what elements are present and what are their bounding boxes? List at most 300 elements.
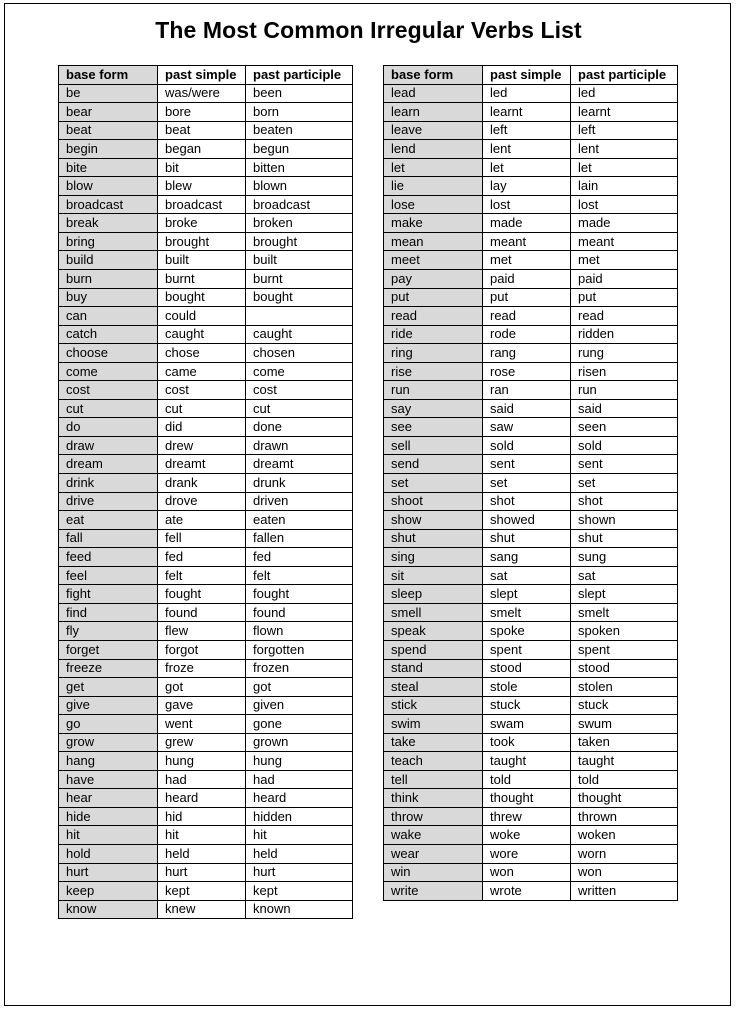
table-row bbox=[59, 492, 353, 511]
past-participle-cell: fought bbox=[246, 585, 353, 604]
table-row bbox=[59, 381, 353, 400]
past-simple-cell: gave bbox=[158, 696, 246, 715]
table-row bbox=[59, 418, 353, 437]
past-simple-cell: burnt bbox=[158, 270, 246, 289]
base-form-cell: hit bbox=[59, 826, 158, 845]
table-row bbox=[384, 752, 678, 771]
base-form-cell: lend bbox=[384, 140, 483, 159]
table-row bbox=[384, 121, 678, 140]
base-form-cell: smell bbox=[384, 603, 483, 622]
base-form-cell: learn bbox=[384, 103, 483, 122]
past-participle-cell: broken bbox=[246, 214, 353, 233]
table-row bbox=[384, 399, 678, 418]
table-row bbox=[59, 678, 353, 697]
table-row bbox=[59, 195, 353, 214]
table-row bbox=[384, 381, 678, 400]
past-simple-cell: rose bbox=[483, 362, 571, 381]
past-simple-cell: cost bbox=[158, 381, 246, 400]
table-row bbox=[59, 232, 353, 251]
table-header-row bbox=[384, 66, 678, 85]
past-simple-cell: began bbox=[158, 140, 246, 159]
base-form-cell: fall bbox=[59, 529, 158, 548]
past-participle-cell: grown bbox=[246, 733, 353, 752]
past-participle-cell: cut bbox=[246, 399, 353, 418]
base-form-cell: catch bbox=[59, 325, 158, 344]
past-participle-cell: stuck bbox=[571, 696, 678, 715]
table-row bbox=[384, 603, 678, 622]
past-participle-cell: set bbox=[571, 474, 678, 493]
base-form-cell: bring bbox=[59, 232, 158, 251]
past-participle-cell: hit bbox=[246, 826, 353, 845]
table-row bbox=[59, 733, 353, 752]
past-simple-cell: lay bbox=[483, 177, 571, 196]
past-participle-cell: broadcast bbox=[246, 195, 353, 214]
past-participle-cell: dreamt bbox=[246, 455, 353, 474]
past-participle-cell: bought bbox=[246, 288, 353, 307]
table-row bbox=[59, 344, 353, 363]
past-simple-cell: got bbox=[158, 678, 246, 697]
table-row bbox=[384, 270, 678, 289]
past-simple-cell: swam bbox=[483, 715, 571, 734]
past-participle-cell: thought bbox=[571, 789, 678, 808]
past-participle-cell: risen bbox=[571, 362, 678, 381]
base-form-cell: run bbox=[384, 381, 483, 400]
past-simple-cell: held bbox=[158, 844, 246, 863]
table-row bbox=[384, 418, 678, 437]
table-row bbox=[384, 511, 678, 530]
base-form-cell: choose bbox=[59, 344, 158, 363]
base-form-cell: leave bbox=[384, 121, 483, 140]
past-simple-cell: forgot bbox=[158, 640, 246, 659]
table-row bbox=[384, 844, 678, 863]
header-base-form: base form bbox=[384, 66, 483, 85]
past-simple-cell: beat bbox=[158, 121, 246, 140]
past-simple-cell: drew bbox=[158, 436, 246, 455]
past-simple-cell: let bbox=[483, 158, 571, 177]
past-participle-cell: brought bbox=[246, 232, 353, 251]
past-simple-cell: learnt bbox=[483, 103, 571, 122]
past-participle-cell: fed bbox=[246, 548, 353, 567]
base-form-cell: shut bbox=[384, 529, 483, 548]
past-simple-cell: broadcast bbox=[158, 195, 246, 214]
past-participle-cell: smelt bbox=[571, 603, 678, 622]
past-participle-cell: sung bbox=[571, 548, 678, 567]
past-participle-cell: had bbox=[246, 770, 353, 789]
past-simple-cell: thought bbox=[483, 789, 571, 808]
table-row bbox=[59, 770, 353, 789]
past-simple-cell: shot bbox=[483, 492, 571, 511]
table-row bbox=[384, 195, 678, 214]
base-form-cell: meet bbox=[384, 251, 483, 270]
past-simple-cell: sent bbox=[483, 455, 571, 474]
past-simple-cell: heard bbox=[158, 789, 246, 808]
base-form-cell: swim bbox=[384, 715, 483, 734]
base-form-cell: stand bbox=[384, 659, 483, 678]
table-row bbox=[59, 752, 353, 771]
past-simple-cell: bit bbox=[158, 158, 246, 177]
base-form-cell: feel bbox=[59, 566, 158, 585]
table-row bbox=[59, 640, 353, 659]
past-simple-cell: went bbox=[158, 715, 246, 734]
base-form-cell: set bbox=[384, 474, 483, 493]
past-participle-cell: felt bbox=[246, 566, 353, 585]
header-past-participle: past participle bbox=[571, 66, 678, 85]
past-simple-cell: chose bbox=[158, 344, 246, 363]
past-simple-cell: drank bbox=[158, 474, 246, 493]
table-row bbox=[59, 158, 353, 177]
past-participle-cell: got bbox=[246, 678, 353, 697]
past-participle-cell: burnt bbox=[246, 270, 353, 289]
past-participle-cell: found bbox=[246, 603, 353, 622]
base-form-cell: put bbox=[384, 288, 483, 307]
table-row bbox=[59, 121, 353, 140]
past-participle-cell: hidden bbox=[246, 807, 353, 826]
past-participle-cell: shot bbox=[571, 492, 678, 511]
past-participle-cell: meant bbox=[571, 232, 678, 251]
base-form-cell: break bbox=[59, 214, 158, 233]
past-participle-cell: chosen bbox=[246, 344, 353, 363]
past-simple-cell: hid bbox=[158, 807, 246, 826]
past-participle-cell: paid bbox=[571, 270, 678, 289]
base-form-cell: tell bbox=[384, 770, 483, 789]
table-row bbox=[384, 826, 678, 845]
base-form-cell: begin bbox=[59, 140, 158, 159]
table-row bbox=[59, 84, 353, 103]
table-row bbox=[384, 251, 678, 270]
table-row bbox=[59, 863, 353, 882]
base-form-cell: broadcast bbox=[59, 195, 158, 214]
base-form-cell: build bbox=[59, 251, 158, 270]
past-simple-cell: rang bbox=[483, 344, 571, 363]
base-form-cell: think bbox=[384, 789, 483, 808]
table-row bbox=[384, 882, 678, 901]
table-row bbox=[384, 770, 678, 789]
base-form-cell: show bbox=[384, 511, 483, 530]
past-participle-cell: built bbox=[246, 251, 353, 270]
past-participle-cell: told bbox=[571, 770, 678, 789]
table-row bbox=[384, 566, 678, 585]
base-form-cell: draw bbox=[59, 436, 158, 455]
past-simple-cell: hung bbox=[158, 752, 246, 771]
table-row bbox=[59, 844, 353, 863]
past-simple-cell: spent bbox=[483, 640, 571, 659]
past-simple-cell: came bbox=[158, 362, 246, 381]
past-participle-cell bbox=[246, 307, 353, 326]
past-simple-cell: spoke bbox=[483, 622, 571, 641]
past-simple-cell: won bbox=[483, 863, 571, 882]
past-participle-cell: lain bbox=[571, 177, 678, 196]
table-row bbox=[59, 455, 353, 474]
base-form-cell: read bbox=[384, 307, 483, 326]
past-participle-cell: bitten bbox=[246, 158, 353, 177]
past-participle-cell: sat bbox=[571, 566, 678, 585]
past-simple-cell: showed bbox=[483, 511, 571, 530]
past-participle-cell: come bbox=[246, 362, 353, 381]
past-simple-cell: felt bbox=[158, 566, 246, 585]
table-row bbox=[59, 307, 353, 326]
past-simple-cell: stuck bbox=[483, 696, 571, 715]
past-simple-cell: met bbox=[483, 251, 571, 270]
base-form-cell: bite bbox=[59, 158, 158, 177]
past-participle-cell: done bbox=[246, 418, 353, 437]
past-simple-cell: said bbox=[483, 399, 571, 418]
past-participle-cell: cost bbox=[246, 381, 353, 400]
past-participle-cell: gone bbox=[246, 715, 353, 734]
past-simple-cell: smelt bbox=[483, 603, 571, 622]
table-row bbox=[384, 715, 678, 734]
past-participle-cell: spoken bbox=[571, 622, 678, 641]
past-participle-cell: frozen bbox=[246, 659, 353, 678]
table-row bbox=[384, 103, 678, 122]
base-form-cell: cut bbox=[59, 399, 158, 418]
table-row bbox=[59, 900, 353, 919]
past-simple-cell: wrote bbox=[483, 882, 571, 901]
verbs-table-left bbox=[58, 65, 353, 919]
past-participle-cell: won bbox=[571, 863, 678, 882]
past-simple-cell: paid bbox=[483, 270, 571, 289]
past-simple-cell: rode bbox=[483, 325, 571, 344]
table-row bbox=[59, 659, 353, 678]
past-simple-cell: read bbox=[483, 307, 571, 326]
header-base-form: base form bbox=[59, 66, 158, 85]
table-row bbox=[384, 84, 678, 103]
base-form-cell: take bbox=[384, 733, 483, 752]
past-simple-cell: kept bbox=[158, 882, 246, 901]
base-form-cell: be bbox=[59, 84, 158, 103]
base-form-cell: sing bbox=[384, 548, 483, 567]
base-form-cell: steal bbox=[384, 678, 483, 697]
header-past-simple: past simple bbox=[483, 66, 571, 85]
base-form-cell: eat bbox=[59, 511, 158, 530]
base-form-cell: drive bbox=[59, 492, 158, 511]
table-row bbox=[384, 789, 678, 808]
table-row bbox=[384, 640, 678, 659]
base-form-cell: bear bbox=[59, 103, 158, 122]
base-form-cell: know bbox=[59, 900, 158, 919]
table-row bbox=[384, 807, 678, 826]
base-form-cell: let bbox=[384, 158, 483, 177]
base-form-cell: grow bbox=[59, 733, 158, 752]
past-simple-cell: slept bbox=[483, 585, 571, 604]
past-participle-cell: worn bbox=[571, 844, 678, 863]
base-form-cell: fly bbox=[59, 622, 158, 641]
table-row bbox=[59, 529, 353, 548]
past-simple-cell: brought bbox=[158, 232, 246, 251]
past-simple-cell: bought bbox=[158, 288, 246, 307]
past-participle-cell: stolen bbox=[571, 678, 678, 697]
past-participle-cell: said bbox=[571, 399, 678, 418]
base-form-cell: spend bbox=[384, 640, 483, 659]
past-participle-cell: held bbox=[246, 844, 353, 863]
table-row bbox=[384, 863, 678, 882]
past-simple-cell: hurt bbox=[158, 863, 246, 882]
table-row bbox=[384, 436, 678, 455]
past-participle-cell: spent bbox=[571, 640, 678, 659]
base-form-cell: hold bbox=[59, 844, 158, 863]
past-participle-cell: given bbox=[246, 696, 353, 715]
past-participle-cell: seen bbox=[571, 418, 678, 437]
base-form-cell: lead bbox=[384, 84, 483, 103]
base-form-cell: beat bbox=[59, 121, 158, 140]
base-form-cell: feed bbox=[59, 548, 158, 567]
base-form-cell: sleep bbox=[384, 585, 483, 604]
past-simple-cell: made bbox=[483, 214, 571, 233]
past-simple-cell: meant bbox=[483, 232, 571, 251]
past-simple-cell: grew bbox=[158, 733, 246, 752]
past-simple-cell: caught bbox=[158, 325, 246, 344]
past-participle-cell: born bbox=[246, 103, 353, 122]
past-simple-cell: woke bbox=[483, 826, 571, 845]
base-form-cell: wear bbox=[384, 844, 483, 863]
past-simple-cell: broke bbox=[158, 214, 246, 233]
base-form-cell: see bbox=[384, 418, 483, 437]
past-simple-cell: drove bbox=[158, 492, 246, 511]
base-form-cell: cost bbox=[59, 381, 158, 400]
base-form-cell: buy bbox=[59, 288, 158, 307]
past-participle-cell: caught bbox=[246, 325, 353, 344]
table-row bbox=[59, 696, 353, 715]
past-participle-cell: eaten bbox=[246, 511, 353, 530]
table-row bbox=[384, 474, 678, 493]
past-participle-cell: lost bbox=[571, 195, 678, 214]
past-simple-cell: built bbox=[158, 251, 246, 270]
table-row bbox=[384, 158, 678, 177]
base-form-cell: say bbox=[384, 399, 483, 418]
past-simple-cell: lent bbox=[483, 140, 571, 159]
base-form-cell: hurt bbox=[59, 863, 158, 882]
past-simple-cell: stole bbox=[483, 678, 571, 697]
past-participle-cell: hurt bbox=[246, 863, 353, 882]
base-form-cell: can bbox=[59, 307, 158, 326]
past-simple-cell: set bbox=[483, 474, 571, 493]
past-simple-cell: was/were bbox=[158, 84, 246, 103]
base-form-cell: come bbox=[59, 362, 158, 381]
past-participle-cell: heard bbox=[246, 789, 353, 808]
table-row bbox=[384, 659, 678, 678]
past-participle-cell: driven bbox=[246, 492, 353, 511]
table-row bbox=[59, 474, 353, 493]
past-participle-cell: drawn bbox=[246, 436, 353, 455]
table-row bbox=[59, 140, 353, 159]
table-row bbox=[59, 436, 353, 455]
past-participle-cell: swum bbox=[571, 715, 678, 734]
table-row bbox=[384, 288, 678, 307]
past-participle-cell: made bbox=[571, 214, 678, 233]
past-simple-cell: sold bbox=[483, 436, 571, 455]
base-form-cell: send bbox=[384, 455, 483, 474]
past-participle-cell: shown bbox=[571, 511, 678, 530]
table-row bbox=[384, 529, 678, 548]
past-participle-cell: forgotten bbox=[246, 640, 353, 659]
past-simple-cell: knew bbox=[158, 900, 246, 919]
past-participle-cell: slept bbox=[571, 585, 678, 604]
table-row bbox=[384, 622, 678, 641]
base-form-cell: lose bbox=[384, 195, 483, 214]
base-form-cell: hide bbox=[59, 807, 158, 826]
base-form-cell: win bbox=[384, 863, 483, 882]
past-simple-cell: ate bbox=[158, 511, 246, 530]
past-participle-cell: lent bbox=[571, 140, 678, 159]
page-title: The Most Common Irregular Verbs List bbox=[155, 17, 582, 43]
table-row bbox=[59, 622, 353, 641]
table-row bbox=[384, 678, 678, 697]
past-participle-cell: fallen bbox=[246, 529, 353, 548]
table-row bbox=[59, 715, 353, 734]
past-simple-cell: blew bbox=[158, 177, 246, 196]
past-participle-cell: shut bbox=[571, 529, 678, 548]
table-row bbox=[384, 455, 678, 474]
table-row bbox=[384, 140, 678, 159]
past-participle-cell: kept bbox=[246, 882, 353, 901]
table-row bbox=[59, 585, 353, 604]
past-simple-cell: hit bbox=[158, 826, 246, 845]
past-simple-cell: led bbox=[483, 84, 571, 103]
past-participle-cell: run bbox=[571, 381, 678, 400]
past-simple-cell: threw bbox=[483, 807, 571, 826]
past-participle-cell: sold bbox=[571, 436, 678, 455]
past-participle-cell: left bbox=[571, 121, 678, 140]
base-form-cell: throw bbox=[384, 807, 483, 826]
past-simple-cell: left bbox=[483, 121, 571, 140]
past-simple-cell: told bbox=[483, 770, 571, 789]
base-form-cell: dream bbox=[59, 455, 158, 474]
base-form-cell: burn bbox=[59, 270, 158, 289]
base-form-cell: sell bbox=[384, 436, 483, 455]
base-form-cell: ride bbox=[384, 325, 483, 344]
base-form-cell: make bbox=[384, 214, 483, 233]
base-form-cell: wake bbox=[384, 826, 483, 845]
past-participle-cell: been bbox=[246, 84, 353, 103]
base-form-cell: teach bbox=[384, 752, 483, 771]
table-row bbox=[384, 307, 678, 326]
base-form-cell: speak bbox=[384, 622, 483, 641]
past-simple-cell: fed bbox=[158, 548, 246, 567]
table-row bbox=[59, 103, 353, 122]
table-row bbox=[384, 344, 678, 363]
table-row bbox=[384, 733, 678, 752]
table-row bbox=[384, 585, 678, 604]
table-row bbox=[59, 214, 353, 233]
past-simple-cell: cut bbox=[158, 399, 246, 418]
past-simple-cell: bore bbox=[158, 103, 246, 122]
past-simple-cell: fell bbox=[158, 529, 246, 548]
past-participle-cell: let bbox=[571, 158, 678, 177]
base-form-cell: give bbox=[59, 696, 158, 715]
past-participle-cell: stood bbox=[571, 659, 678, 678]
table-row bbox=[59, 566, 353, 585]
table-row bbox=[59, 789, 353, 808]
base-form-cell: drink bbox=[59, 474, 158, 493]
base-form-cell: lie bbox=[384, 177, 483, 196]
table-row bbox=[59, 251, 353, 270]
past-simple-cell: fought bbox=[158, 585, 246, 604]
base-form-cell: find bbox=[59, 603, 158, 622]
past-participle-cell: ridden bbox=[571, 325, 678, 344]
past-participle-cell: drunk bbox=[246, 474, 353, 493]
base-form-cell: ring bbox=[384, 344, 483, 363]
past-participle-cell: sent bbox=[571, 455, 678, 474]
past-participle-cell: led bbox=[571, 84, 678, 103]
past-simple-cell: put bbox=[483, 288, 571, 307]
table-header-row bbox=[59, 66, 353, 85]
past-simple-cell: took bbox=[483, 733, 571, 752]
past-participle-cell: hung bbox=[246, 752, 353, 771]
past-simple-cell: sang bbox=[483, 548, 571, 567]
past-participle-cell: flown bbox=[246, 622, 353, 641]
past-simple-cell: lost bbox=[483, 195, 571, 214]
table-row bbox=[59, 511, 353, 530]
past-simple-cell: dreamt bbox=[158, 455, 246, 474]
